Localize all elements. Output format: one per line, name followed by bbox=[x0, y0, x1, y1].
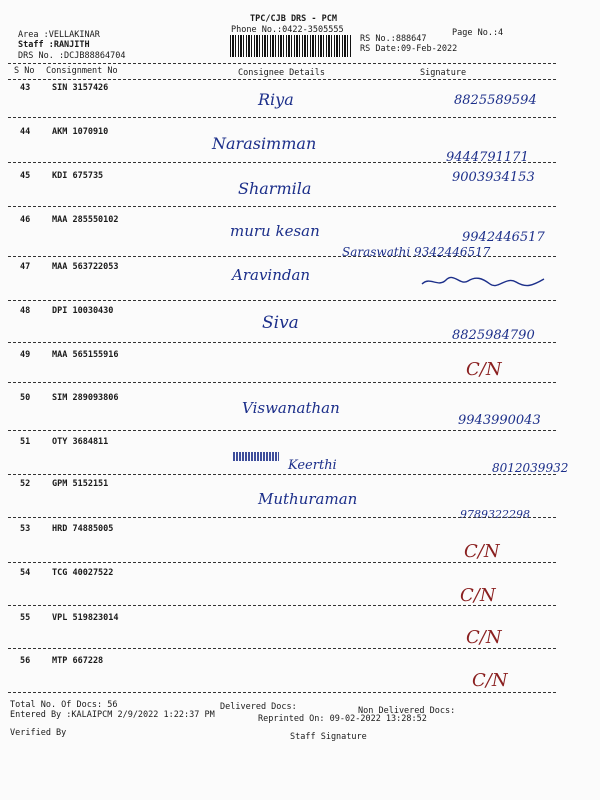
row-50-signature: 9943990043 bbox=[458, 413, 541, 428]
row-51-consignment: OTY 3684811 bbox=[52, 437, 109, 447]
row-divider bbox=[8, 648, 556, 649]
rs-number: RS No.:888647 bbox=[360, 34, 427, 44]
row-43-consignee: Riya bbox=[258, 90, 294, 109]
row-45-consignee: Sharmila bbox=[238, 179, 312, 198]
row-46-signature: 9942446517 bbox=[462, 230, 545, 245]
row-55-sno: 55 bbox=[20, 613, 31, 623]
row-divider bbox=[8, 562, 556, 563]
row-divider bbox=[8, 162, 556, 163]
row-52-consignee: Muthuraman bbox=[258, 490, 358, 508]
struck-out-name bbox=[233, 452, 279, 461]
row-52-signature: 9789322298 bbox=[460, 508, 530, 521]
row-53-signature: C/N bbox=[464, 541, 500, 562]
row-47-signature-mark bbox=[420, 272, 550, 292]
row-46-signature-second: Saraswathi 9342446517 bbox=[342, 245, 491, 259]
row-divider bbox=[8, 117, 556, 118]
row-divider bbox=[8, 206, 556, 207]
reprinted-on: Reprinted On: 09-02-2022 13:28:52 bbox=[258, 714, 427, 724]
row-47-consignee: Aravindan bbox=[232, 266, 311, 284]
delivered-docs: Delivered Docs: bbox=[220, 702, 297, 712]
row-43-consignment: SIN 3157426 bbox=[52, 83, 109, 93]
row-54-signature: C/N bbox=[460, 585, 496, 606]
row-48-sno: 48 bbox=[20, 306, 31, 316]
row-44-signature: 9444791171 bbox=[446, 150, 529, 165]
row-56-signature: C/N bbox=[472, 670, 508, 691]
row-48-consignment: DPI 10030430 bbox=[52, 306, 114, 316]
entered-by: Entered By :KALAIPCM 2/9/2022 1:22:37 PM bbox=[10, 710, 215, 720]
area-label: Area :VELLAKINAR bbox=[18, 30, 100, 40]
row-49-consignment: MAA 565155916 bbox=[52, 350, 119, 360]
row-divider bbox=[8, 382, 556, 383]
row-divider bbox=[8, 474, 556, 475]
page-number: Page No.:4 bbox=[452, 28, 504, 38]
row-divider bbox=[8, 256, 556, 257]
row-54-sno: 54 bbox=[20, 568, 31, 578]
row-53-sno: 53 bbox=[20, 524, 31, 534]
row-44-consignment: AKM 1070910 bbox=[52, 127, 109, 137]
row-52-sno: 52 bbox=[20, 479, 31, 489]
phone-number: Phone No.:0422-3505555 bbox=[231, 25, 344, 35]
row-43-signature: 8825589594 bbox=[454, 93, 537, 108]
row-43-sno: 43 bbox=[20, 83, 31, 93]
row-45-sno: 45 bbox=[20, 171, 31, 181]
row-45-signature: 9003934153 bbox=[452, 170, 535, 185]
row-divider bbox=[8, 300, 556, 301]
col-sno: S No bbox=[14, 66, 35, 76]
row-46-consignment: MAA 285550102 bbox=[52, 215, 119, 225]
row-46-consignee: muru kesan bbox=[230, 222, 320, 240]
column-divider bbox=[8, 79, 556, 80]
row-52-consignment: GPM 5152151 bbox=[52, 479, 109, 489]
verified-by: Verified By bbox=[10, 728, 67, 738]
row-53-consignment: HRD 74885005 bbox=[52, 524, 114, 534]
row-51-signature: 8012039932 bbox=[492, 461, 569, 475]
row-51-consignee: Keerthi bbox=[288, 458, 337, 473]
col-consignment: Consignment No bbox=[46, 66, 118, 76]
row-51-sno: 51 bbox=[20, 437, 31, 447]
row-49-signature: C/N bbox=[466, 359, 502, 380]
row-56-consignment: MTP 667228 bbox=[52, 656, 104, 666]
non-delivered-docs: Non Delivered Docs: bbox=[358, 706, 456, 716]
row-47-consignment: MAA 563722053 bbox=[52, 262, 119, 272]
row-48-signature: 8825984790 bbox=[452, 328, 535, 343]
header-divider bbox=[8, 63, 556, 64]
barcode bbox=[230, 35, 352, 57]
row-55-consignment: VPL 519823014 bbox=[52, 613, 119, 623]
row-49-sno: 49 bbox=[20, 350, 31, 360]
row-55-signature: C/N bbox=[466, 627, 502, 648]
row-46-sno: 46 bbox=[20, 215, 31, 225]
row-divider bbox=[8, 430, 556, 431]
footer-divider bbox=[8, 692, 556, 693]
row-44-sno: 44 bbox=[20, 127, 31, 137]
row-47-sno: 47 bbox=[20, 262, 31, 272]
row-54-consignment: TCG 40027522 bbox=[52, 568, 114, 578]
total-docs: Total No. Of Docs: 56 bbox=[10, 700, 118, 710]
row-50-consignment: SIM 289093806 bbox=[52, 393, 119, 403]
rs-date: RS Date:09-Feb-2022 bbox=[360, 44, 458, 54]
row-44-consignee: Narasimman bbox=[212, 134, 317, 153]
col-consignee: Consignee Details bbox=[238, 68, 325, 78]
drs-number: DRS No. :DCJB88864704 bbox=[18, 51, 126, 61]
row-50-consignee: Viswanathan bbox=[242, 399, 340, 417]
col-signature: Signature bbox=[420, 68, 467, 78]
staff-label: Staff :RANJITH bbox=[18, 40, 90, 50]
row-48-consignee: Siva bbox=[262, 313, 299, 333]
document-title: TPC/CJB DRS - PCM bbox=[250, 14, 337, 24]
row-50-sno: 50 bbox=[20, 393, 31, 403]
row-divider bbox=[8, 605, 556, 606]
row-56-sno: 56 bbox=[20, 656, 31, 666]
row-divider bbox=[8, 517, 556, 518]
row-45-consignment: KDI 675735 bbox=[52, 171, 104, 181]
row-divider bbox=[8, 342, 556, 343]
staff-signature: Staff Signature bbox=[290, 732, 367, 742]
